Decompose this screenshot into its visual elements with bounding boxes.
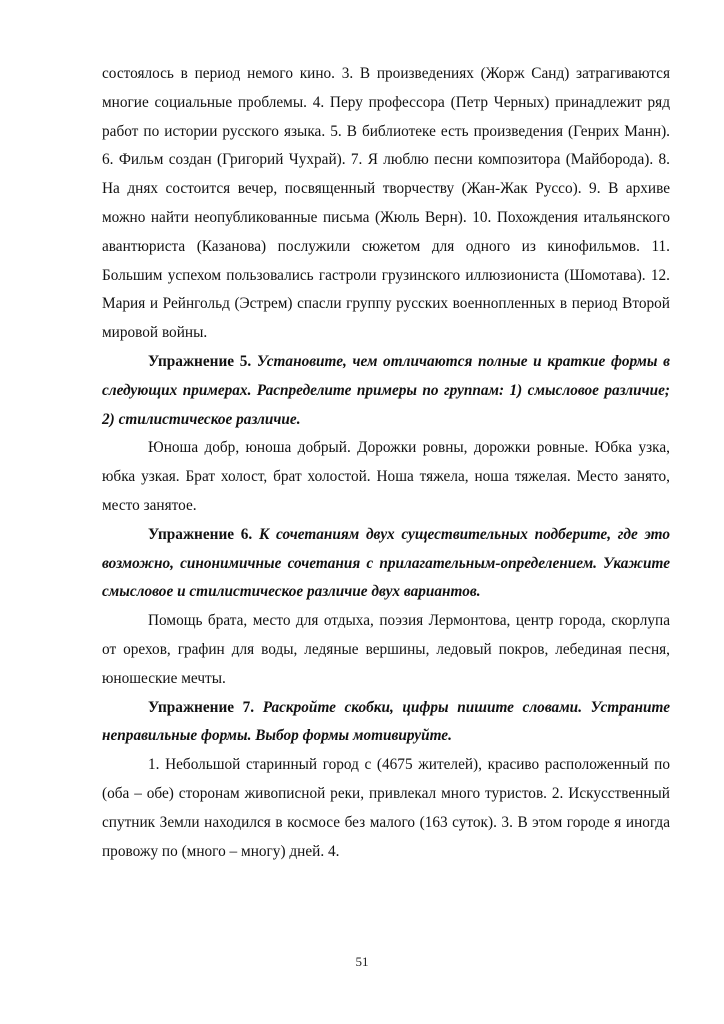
exercise-6-body: Помощь брата, место для отдыха, поэзия Лермонтова, центр города, скорлупа от орехов, графин для воды, ледяные вершины, ледовый покров, лебединая песня, юношеские мечты. xyxy=(102,612,670,687)
exercise-5-body: Юноша добр, юноша добрый. Дорожки ровны, дорожки ровные. Юбка узка, юбка узкая. Брат холост, брат холостой. Ноша тяжела, ноша тяжелая. Место занято, место занятое. xyxy=(102,439,670,514)
exercise-5-task: Установите, чем отличаются полные и краткие формы в следующих примерах. Распределите примеры по группам: 1) смысловое различие; 2) стилистическое различие. xyxy=(102,352,670,428)
exercise-6-heading xyxy=(102,521,670,607)
page-number: 51 xyxy=(355,954,369,969)
exercise-5-label: Упражнение 5. xyxy=(148,352,252,370)
exercise-7-label: Упражнение 7. xyxy=(148,698,255,716)
exercise-6-label: Упражнение 6. xyxy=(148,525,253,543)
continuation-paragraph: состоялось в период немого кино. 3. В произведениях (Жорж Санд) затрагиваются многие социальные проблемы. 4. Перу профессора (Петр Черных) принадлежит ряд работ по истории русского языка. 5. В библиотеке есть произведения (Генрих Манн). 6. Фильм создан (Григорий Чухрай). 7. Я люблю песни композитора (Майборода). 8. На днях состоится вечер, посвященный творчеству (Жан-Жак Руссо). 9. В архиве можно найти неопубликованные письма (Жюль Верн). 10. Похождения итальянского авантюриста (Казанова) послужили сюжетом для одного из кинофильмов. 11. Большим успехом пользовались гастроли грузинского иллюзиониста (Шомотава). 12. Мария и Рейнгольд (Эстрем) спасли группу русских военнопленных в период Второй мировой войны. xyxy=(102,65,670,342)
exercise-7-heading xyxy=(102,694,670,752)
exercise-6-task: К сочетаниям двух существительных подберите, где это возможно, синонимичные сочетания с прилагательным-определением. Укажите смысловое и стилистическое различие двух вариантов. xyxy=(102,525,670,601)
exercise-5-heading xyxy=(102,348,670,434)
exercise-7-task: Раскройте скобки, цифры пишите словами. Устраните неправильные формы. Выбор формы мотивируйте. xyxy=(102,698,670,745)
exercise-7-body: 1. Небольшой старинный город с (4675 жителей), красиво расположенный по (оба – обе) сторонам живописной реки, привлекал много туристов. 2. Искусственный спутник Земли находился в космосе без малого (163 суток). 3. В этом городе я иногда провожу по (много – многу) дней. 4. xyxy=(102,756,670,860)
